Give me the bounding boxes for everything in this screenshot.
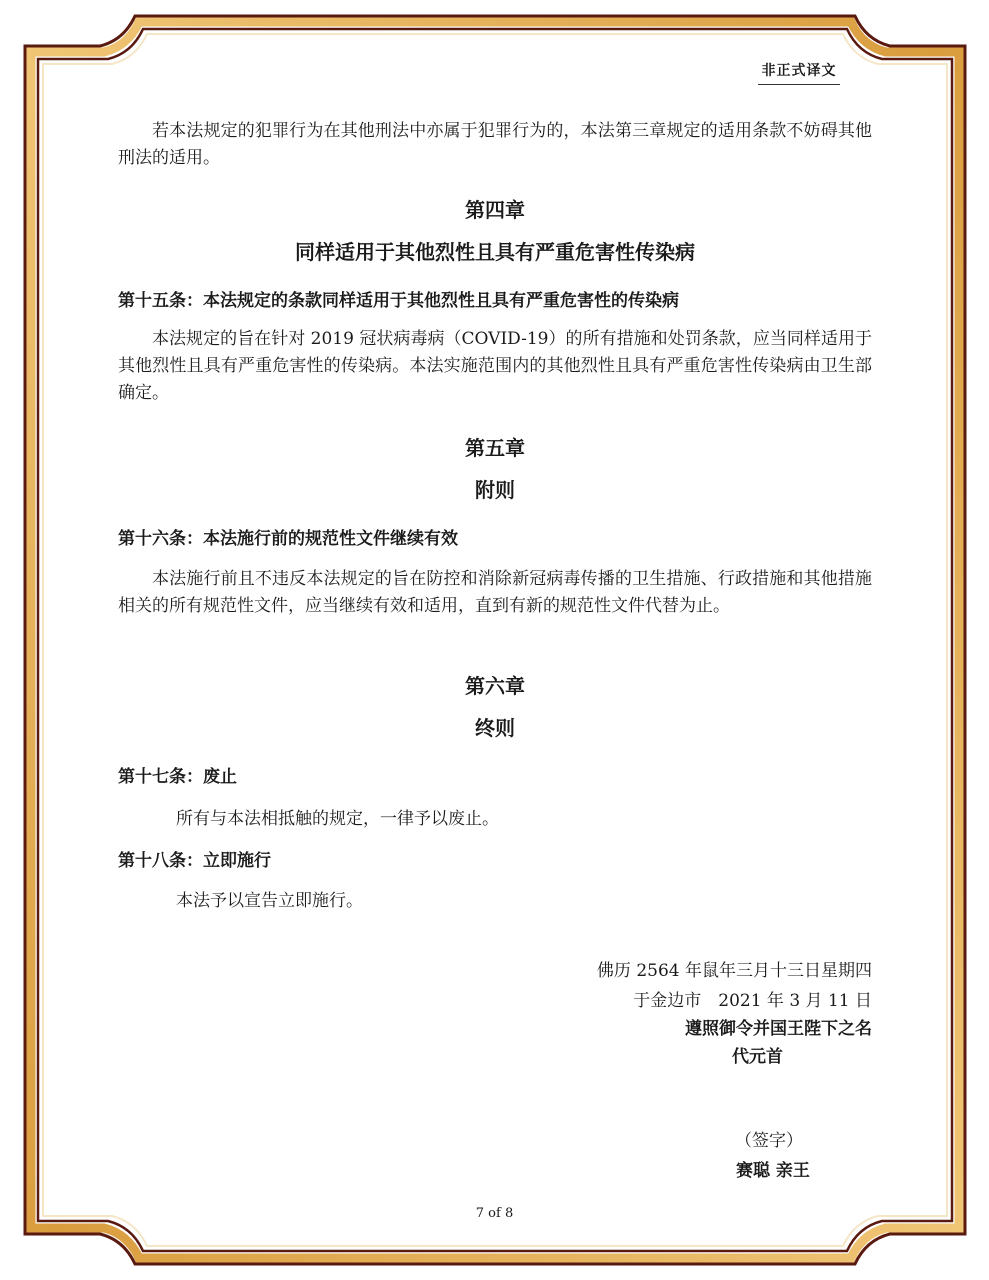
chapter-4-number: 第四章 xyxy=(465,198,525,222)
chapter-6-number: 第六章 xyxy=(465,674,525,698)
signature-place-date: 于金边市 2021 年 3 月 11 日 xyxy=(633,991,872,1011)
signature-signer-name: 赛聪 亲王 xyxy=(736,1161,810,1181)
article-16-title: 第十六条：本法施行前的规范性文件继续有效 xyxy=(118,529,458,549)
unofficial-translation-tag: 非正式译文 xyxy=(758,60,840,85)
article-16-text: 本法施行前且不违反本法规定的旨在防控和消除新冠病毒传播的卫生措施、行政措施和其他措施相关的所有规范性文件，应当继续有效和适用，直到有新的规范性文件代替为止。 xyxy=(118,569,872,616)
article-17-title: 第十七条：废止 xyxy=(118,767,237,787)
signature-acting-head: 代元首 xyxy=(732,1047,783,1067)
signature-on-behalf: 遵照御令并国王陛下之名 xyxy=(685,1019,872,1039)
article-15-text: 本法规定的旨在针对 2019 冠状病毒病（COVID-19）的所有措施和处罚条款，应当同样适用于其他烈性且具有严重危害性的传染病。本法实施范围内的其他烈性且具有严重危害性传染病由卫生部确定。 xyxy=(118,329,872,403)
article-17-text: 所有与本法相抵触的规定，一律予以废止。 xyxy=(176,809,499,829)
signature-date-buddhist: 佛历 2564 年鼠年三月十三日星期四 xyxy=(596,961,872,981)
article-18-title: 第十八条：立即施行 xyxy=(118,851,271,871)
article-18-text: 本法予以宣告立即施行。 xyxy=(176,891,363,911)
chapter-5-title: 附则 xyxy=(475,478,515,502)
intro-paragraph: 若本法规定的犯罪行为在其他刑法中亦属于犯罪行为的，本法第三章规定的适用条款不妨碍其他刑法的适用。 xyxy=(118,121,872,168)
chapter-5-number: 第五章 xyxy=(465,436,525,460)
article-15-title: 第十五条：本法规定的条款同样适用于其他烈性且具有严重危害性的传染病 xyxy=(118,291,679,311)
chapter-4-title: 同样适用于其他烈性且具有严重危害性传染病 xyxy=(295,240,695,264)
chapter-6-title: 终则 xyxy=(475,716,515,740)
page-number: 7 of 8 xyxy=(475,1206,514,1221)
signature-signed-label: （签字） xyxy=(735,1131,803,1151)
